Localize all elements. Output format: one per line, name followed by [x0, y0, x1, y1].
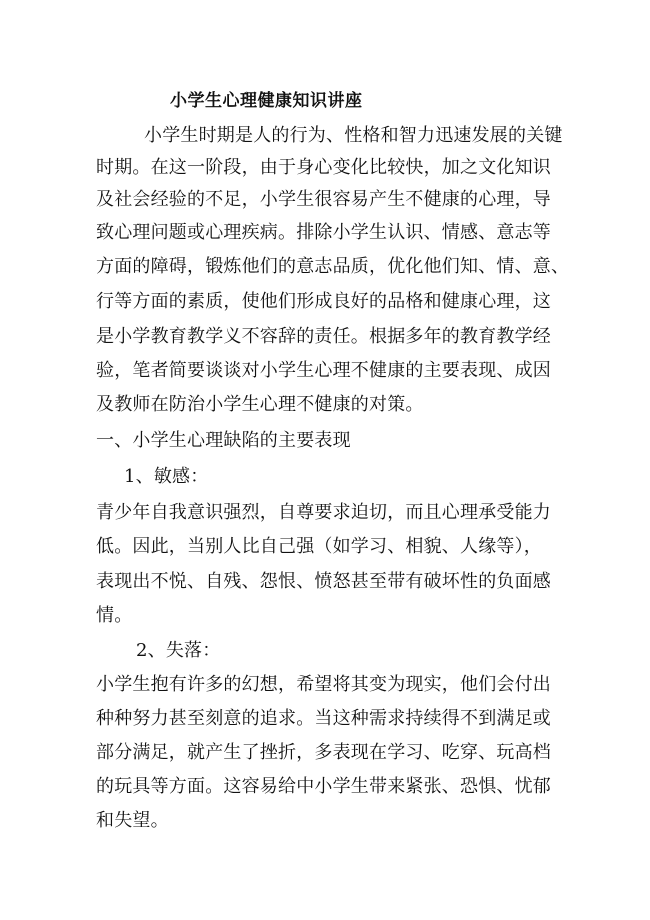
body-line: 小学生抱有许多的幻想，希望将其变为现实，他们会付出	[96, 674, 551, 695]
body-line: 低。因此，当别人比自己强（如学习、相貌、人缘等），	[96, 536, 542, 557]
body-line: 部分满足，就产生了挫折，多表现在学习、吃穿、玩高档	[96, 742, 551, 763]
intro-line: 行等方面的素质，使他们形成良好的品格和健康心理，这	[96, 291, 551, 312]
intro-line: 及社会经验的不足，小学生很容易产生不健康的心理，导	[96, 189, 551, 210]
intro-line: 方面的障碍，锻炼他们的意志品质，优化他们知、情、意、	[96, 256, 570, 277]
intro-line: 及教师在防治小学生心理不健康的对策。	[96, 394, 424, 415]
document-title: 小学生心理健康知识讲座	[170, 91, 363, 111]
body-line: 表现出不悦、自残、怨恨、愤怒甚至带有破坏性的负面感	[96, 571, 551, 592]
intro-line: 小学生时期是人的行为、性格和智力迅速发展的关键	[144, 125, 563, 146]
body-line: 种种努力甚至刻意的追求。当这种需求持续得不到满足或	[96, 708, 551, 729]
subsection-heading-lost: 2、失落：	[136, 640, 221, 661]
body-line: 的玩具等方面。这容易给中小学生带来紧张、恐惧、忧郁	[96, 776, 551, 797]
body-line: 情。	[96, 605, 133, 626]
subsection-heading-sensitive: 1、敏感：	[124, 466, 209, 487]
intro-line: 验，笔者简要谈谈对小学生心理不健康的主要表现、成因	[96, 360, 551, 381]
body-line: 和失望。	[96, 810, 169, 831]
intro-line: 时期。在这一阶段，由于身心变化比较快，加之文化知识	[96, 157, 551, 178]
intro-line: 是小学教育教学义不容辞的责任。根据多年的教育教学经	[96, 326, 551, 347]
intro-line: 致心理问题或心理疾病。排除小学生认识、情感、意志等	[96, 222, 551, 243]
section-heading: 一、小学生心理缺陷的主要表现	[96, 430, 351, 451]
body-line: 青少年自我意识强烈，自尊要求迫切，而且心理承受能力	[96, 502, 551, 523]
